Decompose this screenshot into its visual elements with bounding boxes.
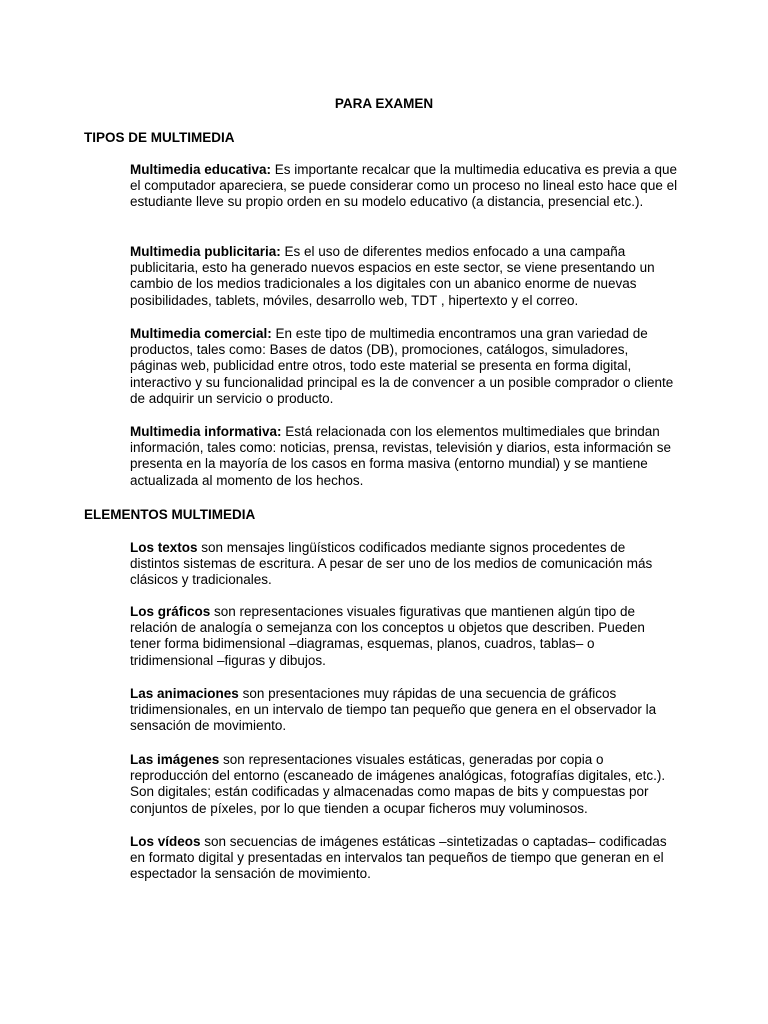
- term-multimedia-educativa: Multimedia educativa:: [130, 162, 272, 177]
- definition-las-animaciones: son presentaciones muy rápidas de una secuencia de gráficos tridimensionales, en un intervalo de tiempo tan pequeño que genera en el observador la sensación de movimiento.: [130, 686, 657, 734]
- definition-los-graficos: son representaciones visuales figurativas que mantienen algún tipo de relación de analogía o semejanza con los conceptos u objetos que describen. Pueden tener forma bidimensional –diagramas, esquemas, planos, cuadros, tablas– o tridimensional –figuras y dibujos.: [130, 604, 645, 668]
- term-los-videos: Los vídeos: [130, 834, 201, 849]
- section-heading-elementos: ELEMENTOS MULTIMEDIA: [84, 507, 256, 522]
- definition-los-textos: son mensajes lingüísticos codificados mediante signos procedentes de distintos sistemas de escritura. A pesar de ser uno de los medios de comunicación más clásicos y tradicionales.: [130, 540, 653, 588]
- paragraph-multimedia-publicitaria: [130, 244, 678, 309]
- paragraph-multimedia-educativa: [130, 162, 678, 211]
- term-las-animaciones: Las animaciones: [130, 686, 239, 701]
- definition-los-videos: son secuencias de imágenes estáticas –sintetizadas o captadas– codificadas en formato digital y presentadas en intervalos tan pequeños de tiempo que generan en el espectador la sensación de movimiento.: [130, 834, 667, 882]
- paragraph-los-videos: [130, 834, 678, 883]
- paragraph-las-imagenes: [130, 752, 678, 817]
- paragraph-multimedia-informativa: [130, 424, 678, 489]
- term-los-textos: Los textos: [130, 540, 198, 555]
- term-multimedia-publicitaria: Multimedia publicitaria:: [130, 244, 281, 259]
- term-los-graficos: Los gráficos: [130, 604, 211, 619]
- paragraph-los-textos: [130, 540, 678, 589]
- paragraph-las-animaciones: [130, 686, 678, 735]
- definition-multimedia-publicitaria: Es el uso de diferentes medios enfocado a una campaña publicitaria, esto ha generado nuevos espacios en este sector, se viene presentando un cambio de los medios tradicionales a los digitales con un abanico enorme de nuevas posibilidades, tablets, móviles, desarrollo web, TDT , hipertexto y el correo.: [130, 244, 655, 308]
- term-las-imagenes: Las imágenes: [130, 752, 220, 767]
- paragraph-los-graficos: [130, 604, 678, 669]
- paragraph-multimedia-comercial: [130, 326, 678, 407]
- definition-las-imagenes: son representaciones visuales estáticas, generadas por copia o reproducción del entorno (escaneado de imágenes analógicas, fotografías digitales, etc.). Son digitales; están codificadas y almacenadas como mapas de bits y compuestas por conjuntos de píxeles, por lo que tienden a ocupar ficheros muy voluminosos.: [130, 752, 666, 816]
- term-multimedia-comercial: Multimedia comercial:: [130, 326, 272, 341]
- definition-multimedia-comercial: En este tipo de multimedia encontramos una gran variedad de productos, tales como: Bases de datos (DB), promociones, catálogos, simuladores, páginas web, publicidad entre otros, todo este material se presenta en forma digital, interactivo y su funcionalidad principal es la de convencer a un posible comprador o cliente de adquirir un servicio o producto.: [130, 326, 674, 406]
- definition-multimedia-informativa: Está relacionada con los elementos multimediales que brindan información, tales como: noticias, prensa, revistas, televisión y diarios, esta información se presenta en la mayoría de los casos en forma masiva (entorno mundial) y se mantiene actualizada al momento de los hechos.: [130, 424, 671, 488]
- page-title: PARA EXAMEN: [334, 96, 434, 111]
- definition-multimedia-educativa: Es importante recalcar que la multimedia educativa es previa a que el computador apareciera, se puede considerar como un proceso no lineal esto hace que el estudiante lleve su propio orden en su modelo educativo (a distancia, presencial etc.).: [130, 162, 678, 210]
- term-multimedia-informativa: Multimedia informativa:: [130, 424, 282, 439]
- section-heading-tipos: TIPOS DE MULTIMEDIA: [84, 130, 235, 145]
